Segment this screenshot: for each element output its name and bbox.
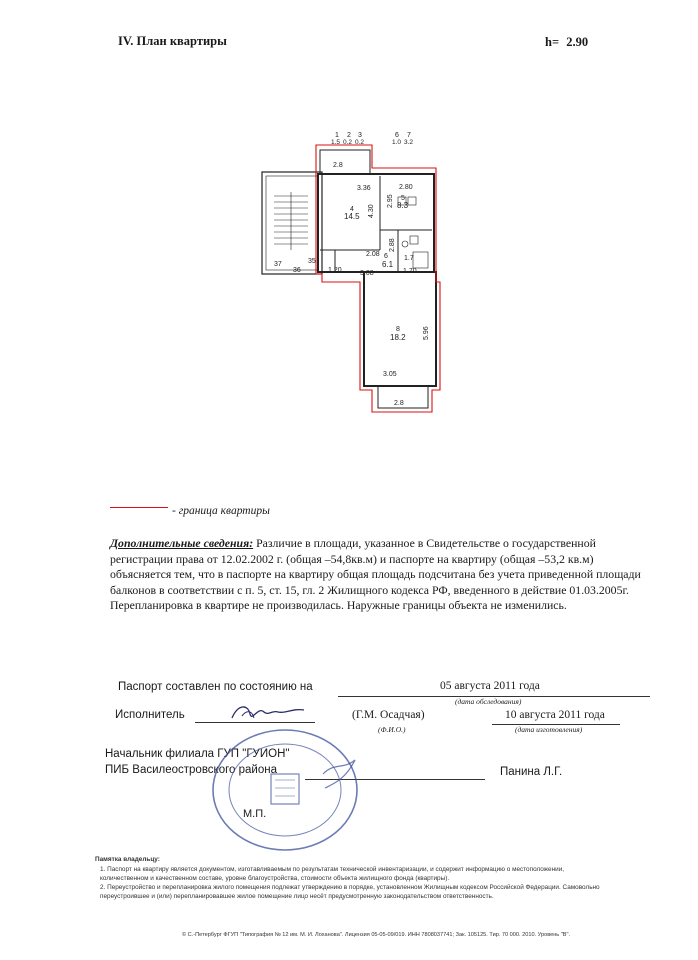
chief-title-line2: ПИБ Василеостровского района <box>105 764 278 776</box>
room8-depth: 5.96 <box>423 326 430 340</box>
official-stamp <box>205 722 365 852</box>
hall-number: 6 <box>384 253 388 260</box>
page-title: IV. План квартиры <box>118 34 227 48</box>
memo-heading: Памятка владельцу: <box>95 856 160 863</box>
stair-label-36: 36 <box>293 267 301 274</box>
room8-width: 3.05 <box>383 371 397 378</box>
balcony-value-6: 1.0 <box>392 139 402 146</box>
room5-number: 5 <box>401 195 405 202</box>
room5-depth: 2.95 <box>387 194 394 208</box>
memo-item-1: 1. Паспорт на квартиру является документом, изготавливаемым по результатам технической инвентаризации, и содержит информацию о местоположении, количественном и качественном составе, уровне благоустройства, стоимости объекта жилищного фонда (квартиры). <box>100 866 565 882</box>
printing-imprint: © С.-Петербург ФГУП "Типография № 12 им. М. И. Лоханова". Лицензия 05-05-09/019. ИНН 7808037741; Зак. 105125. Тир. 70 000. 2010. Уровень "В". <box>182 932 571 938</box>
balcony-value-3: 0.2 <box>355 139 365 146</box>
hall-depth: 2.88 <box>389 238 396 252</box>
boundary-legend-line <box>110 507 168 508</box>
info-heading: Дополнительные сведения: <box>110 536 254 550</box>
hall-width: 2.08 <box>366 251 380 258</box>
ceiling-height-value: 2.90 <box>566 35 589 49</box>
boundary-legend-text: - граница квартиры <box>172 505 270 517</box>
chief-title-line1: Начальник филиала ГУП "ГУИОН" <box>105 748 290 760</box>
executor-name: (Г.М. Осадчая) <box>352 709 425 721</box>
balcony-number-2: 2 <box>347 132 351 139</box>
made-date: 10 августа 2011 года <box>505 709 605 721</box>
floor-plan <box>0 0 698 460</box>
survey-date: 05 августа 2011 года <box>440 680 540 692</box>
room4-depth: 4.30 <box>368 204 375 218</box>
balcony-number-3: 3 <box>358 132 362 139</box>
balcony-value-1: 1.5 <box>331 139 341 146</box>
room9-side: 1.7 <box>404 255 414 262</box>
balcony-number-6: 6 <box>395 132 399 139</box>
memo-item-2: 2. Переустройство и перепланировка жилого помещения подлежат утверждению в порядке, установленном Жилищным кодексом Российской Федерации. Самовольно переустроившее и (или) перепланировавшее жилое помещение лицо несёт предусмотренную законодательством ответственность. <box>100 884 600 900</box>
room8-area: 18.2 <box>390 333 406 342</box>
executor-caption: (Ф.И.О.) <box>378 725 406 734</box>
balcony-value-7: 3.2 <box>404 139 414 146</box>
room7-width: 1.20 <box>328 267 342 274</box>
room4-width: 3.36 <box>357 185 371 192</box>
stair-label-37: 37 <box>274 261 282 268</box>
chief-name: Панина Л.Г. <box>500 766 563 778</box>
room4-area: 14.5 <box>344 212 360 221</box>
executor-label: Исполнитель <box>115 709 185 721</box>
balcony-number-1: 1 <box>335 132 339 139</box>
room5-width: 2.80 <box>399 184 413 191</box>
room5-area: 8.3 <box>397 201 409 210</box>
made-date-caption: (дата изготовления) <box>515 725 583 734</box>
balcony-value-2: 0.2 <box>343 139 353 146</box>
ceiling-height-label: h= <box>545 35 560 49</box>
stair-label-35: 35 <box>308 258 316 265</box>
stamp-place-mark: М.П. <box>243 808 267 820</box>
room4-number: 4 <box>350 206 354 213</box>
additional-info <box>110 536 650 614</box>
info-paragraph-2: Перепланировка в квартире не производилась. Наружные границы объекта не изменились. <box>110 598 567 613</box>
corridor-width: 3.08 <box>360 270 374 277</box>
balcony-number-7: 7 <box>407 132 411 139</box>
balcony-bottom-width: 2.8 <box>394 400 404 407</box>
hall-area: 6.1 <box>382 260 394 269</box>
info-paragraph: Различие в площади, указанное в Свидетельстве о государственной регистрации права от 12.02.2002 г. (общая –54,8кв.м) и паспорте на квартиру (общая –53,2 кв.м) объясняется тем, что в паспорте на квартиру общая площадь подсчитана без учета приведенной площади балконов в соответствии с п. 5, ст. 15, гл. 2 Жилищного кодекса РФ, введенного в действие 01.03.2005г. <box>110 536 641 597</box>
room8-number: 8 <box>396 326 400 333</box>
survey-date-caption: (дата обследования) <box>455 697 522 706</box>
room9-width: 1.70 <box>403 268 417 275</box>
passport-state-label: Паспорт составлен по состоянию на <box>118 681 313 693</box>
balcony-top-width: 2.8 <box>333 162 343 169</box>
